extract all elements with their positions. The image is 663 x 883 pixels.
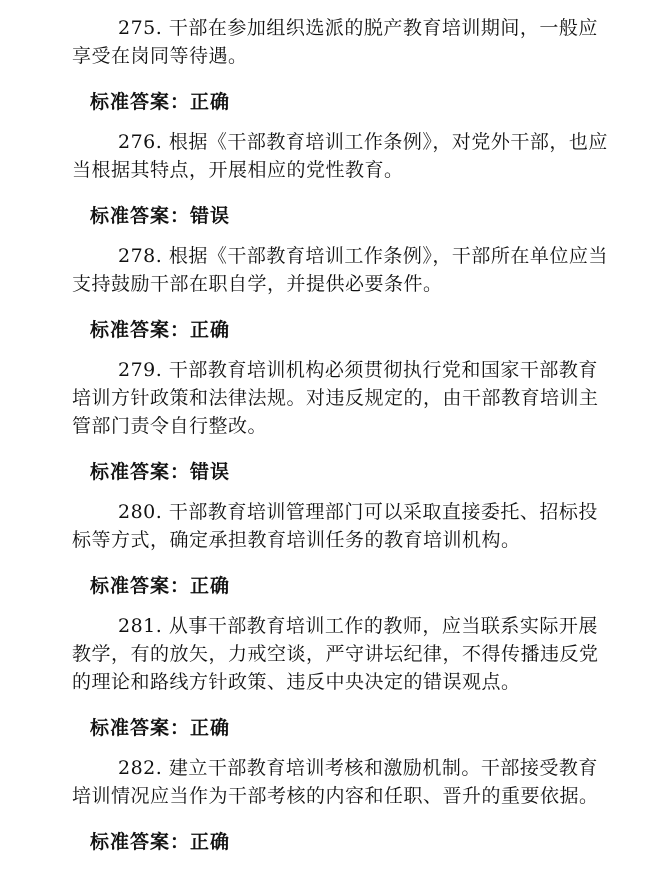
answer-value: 正确	[190, 319, 231, 341]
question-text: 280. 干部教育培训管理部门可以采取直接委托、招标投标等方式，确定承担教育培训任务的教育培训机构。	[72, 501, 598, 551]
answer-label: 标准答案：	[90, 461, 191, 483]
standard-answer	[90, 202, 615, 230]
question-text: 279. 干部教育培训机构必须贯彻执行党和国家干部教育培训方针政策和法律法规。对违反规定的，由干部教育培训主管部门责令自行整改。	[72, 359, 599, 437]
standard-answer	[90, 316, 615, 344]
answer-label: 标准答案：	[90, 91, 191, 113]
answer-label: 标准答案：	[90, 575, 191, 597]
answer-label: 标准答案：	[90, 205, 191, 227]
answer-value: 正确	[190, 717, 231, 739]
question-text: 281. 从事干部教育培训工作的教师，应当联系实际开展教学，有的放矢，力戒空谈，严守讲坛纪律，不得传播违反党的理论和路线方针政策、违反中央决定的错误观点。	[72, 615, 599, 693]
standard-answer	[90, 572, 615, 600]
answer-value: 错误	[190, 461, 231, 483]
answer-label: 标准答案：	[90, 717, 191, 739]
answer-value: 正确	[190, 91, 231, 113]
question-text: 275. 干部在参加组织选派的脱产教育培训期间，一般应享受在岗同等待遇。	[72, 17, 598, 67]
standard-answer	[90, 828, 615, 856]
answer-value: 正确	[190, 575, 231, 597]
answer-label: 标准答案：	[90, 319, 191, 341]
standard-answer	[90, 458, 615, 486]
standard-answer	[90, 714, 615, 742]
answer-value: 正确	[190, 831, 231, 853]
answer-value: 错误	[190, 205, 231, 227]
standard-answer	[90, 88, 615, 116]
question-text: 282. 建立干部教育培训考核和激励机制。干部接受教育 培训情况应当作为干部考核的内容和任职、晋升的重要依据。	[72, 757, 605, 807]
question-text: 278. 根据《干部教育培训工作条例》，干部所在单位应当支持鼓励干部在职自学，并提供必要条件。	[72, 245, 608, 295]
answer-label: 标准答案：	[90, 831, 191, 853]
question-text: 276. 根据《干部教育培训工作条例》，对党外干部，也应当根据其特点，开展相应的党性教育。	[72, 131, 608, 181]
